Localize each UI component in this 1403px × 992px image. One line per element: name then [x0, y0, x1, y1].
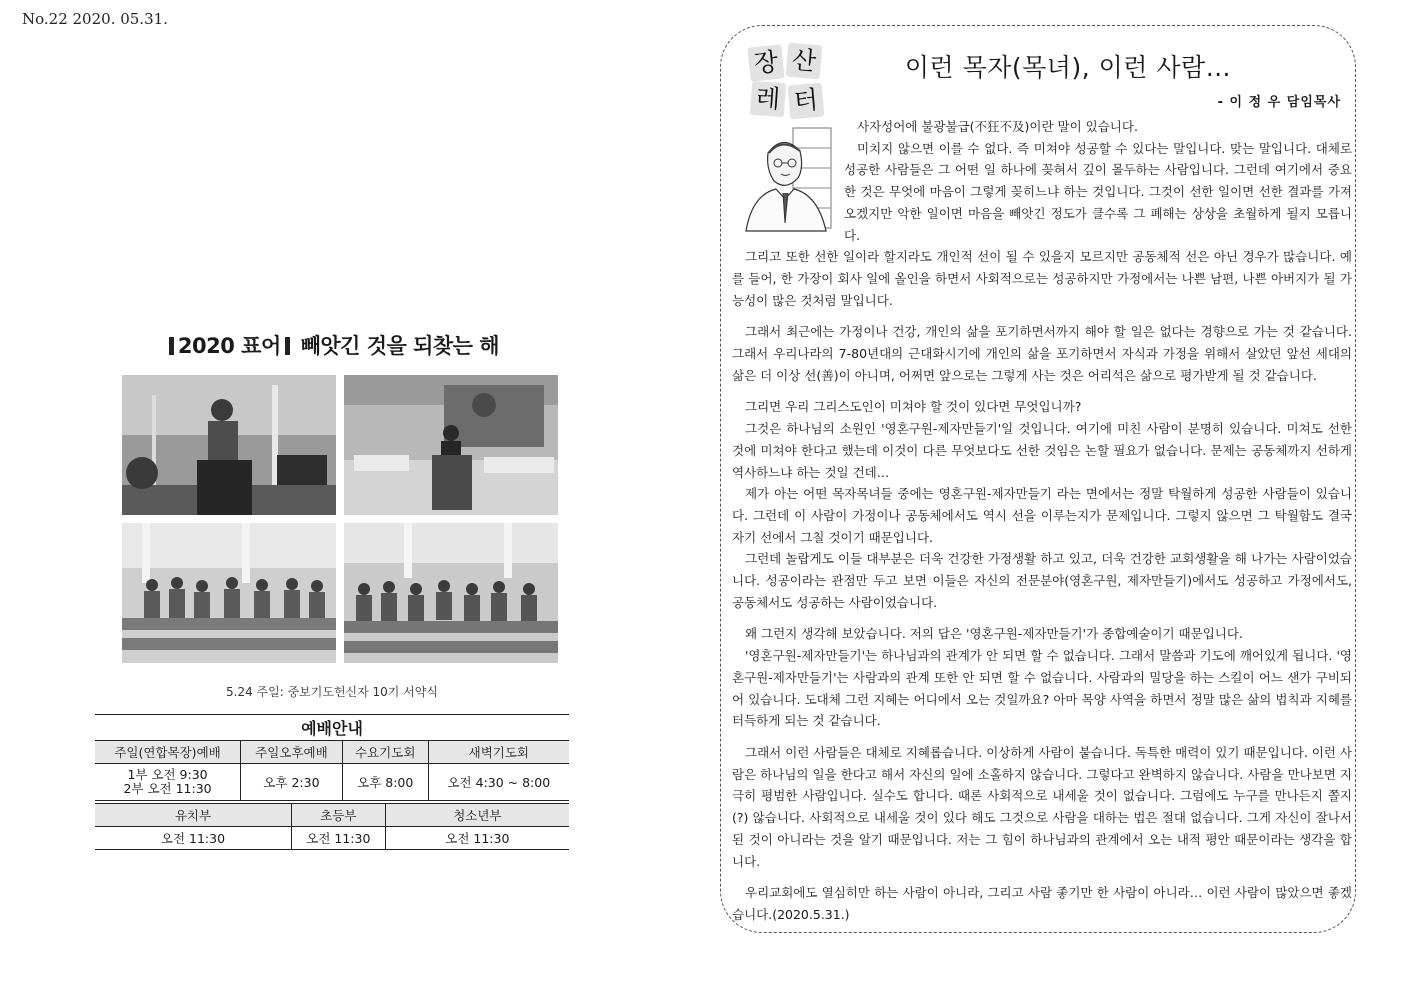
dept-head-elementary: 초등부: [291, 804, 385, 827]
pastor-portrait-sketch: [738, 123, 833, 233]
motto-bar-icon: [285, 337, 290, 355]
dept-head-kindergarten: 유치부: [95, 804, 291, 827]
photo-caption: 5.24 주일: 중보기도헌신자 10기 서약식: [226, 685, 438, 699]
dept-head-youth: 청소년부: [385, 804, 569, 827]
letter-paragraph: 그리고 또한 선한 일이라 할지라도 개인적 선이 될 수 있을지 모르지만 공동체적 선은 아닌 경우가 많습니다. 예를 들어, 한 가장이 회사 일에 올인을 하면서 사회적으로는 성공하지만 가정에서는 나쁜 남편, 나쁜 아버지가 될 가능성이 많은 것처럼 말입니다.: [732, 249, 1352, 308]
letter-paragraph: 미치지 않으면 이를 수 없다. 즉 미쳐야 성공할 수 있다는 말입니다. 맞는 말입니다. 대체로 성공한 사람들은 그 어떤 일 하나에 꽂혀서 깊이 몰두하는 사람입니다. 그런데 여기에서 중요한 것은 무엇에 마음이 그렇게 꽂히느냐 하는 것입니다. 그것이 선한 일이면 선한 결과를 가져오겠지만 악한 일이면 마음을 빼앗긴 정도가 클수록 그 폐해는 상상을 초월하게 될지 모릅니다.: [844, 140, 1352, 243]
photo-congregation-1: [122, 523, 336, 663]
issue-number: No.22 2020. 05.31.: [22, 10, 168, 28]
pastor-letter: [720, 25, 1356, 933]
letter-paragraph: 그것은 하나님의 소원인 '영혼구원-제자만들기'일 것입니다. 여기에 미친 사람이 분명히 있습니다. 미쳐도 선한 것에 미쳐야 한다고 했는데 이것이 다른 무엇보다도 선한 것임은 논할 필요가 없습니다. 문제는 공동체까지 선하게 역사하느냐 하는 것일 건데…: [732, 421, 1352, 480]
letter-body: [732, 116, 1352, 926]
service-time-afternoon: 오후 2:30: [241, 764, 343, 801]
letter-paragraph: 그리면 우리 그리스도인이 미쳐야 할 것이 있다면 무엇입니까?: [745, 399, 1082, 415]
dept-time-kindergarten: 오전 11:30: [95, 827, 291, 850]
letter-paragraph: 제가 아는 어떤 목자목녀들 중에는 영혼구원-제자만들기 라는 면에서는 정말 탁월하게 성공한 사람들이 있습니다. 그런데 이 사람이 가정이나 공동체에서도 역시 선을 이루는지가 문제입니다. 그렇지 않으면 그 탁월함도 결국 자기 선에서 그칠 것이기 때문입니다.: [732, 486, 1352, 545]
letter-paragraph: 우리교회에도 열심히만 하는 사람이 아니라, 그리고 사람 좋기만 한 사람이 아니라… 이런 사람이 많았으면 좋겠습니다.(2020.5.31.): [732, 885, 1352, 922]
motto-text: 빼앗긴 것을 되찾는 해: [300, 334, 500, 358]
sunday-first-service: 1부 오전 9:30: [127, 767, 208, 782]
photo-congregation-2: [344, 523, 558, 663]
letter-paragraph: 사자성어에 불광불급(不狂不及)이란 말이 있습니다.: [857, 119, 1138, 134]
service-time-dawn: 오전 4:30 ~ 8:00: [428, 764, 569, 801]
letter-paragraph: '영혼구원-제자만들기'는 하나님과의 관계가 안 되면 할 수 없습니다. 그래서 말씀과 기도에 깨어있게 됩니다. '영혼구원-제자만들기'는 사람과의 관계 또한 안 되면 할 수 없습니다. 사람과의 밀당을 하는 스킬이 어느 샌가 구비되어 있습니다. 도대체 그런 지혜는 어디에서 오는 것일까요? 아마 목양 사역을 하면서 정말 많은 삶의 법칙과 지혜를 터득하게 되는 것 같습니다.: [732, 648, 1352, 729]
motto-bar-icon: [169, 337, 174, 355]
letter-paragraph: 그래서 이런 사람들은 대체로 지혜롭습니다. 이상하게 사람이 붙습니다. 독특한 매력이 있기 때문입니다. 이런 사람은 하나님의 일을 한다고 해서 자신의 일에 소홀하지 않습니다. 그렇다고 완벽하지 않습니다. 사람을 만나보면 지극히 평범한 사람입니다. 실수도 합니다. 때론 사회적으로 내세울 것이 없습니다. 그럼에도 누구를 만나든지 쫄지(?) 않습니다. 사회적으로 내세울 것이 있다 해도 그것으로 사람을 대하는 법은 절대 없습니다. 그게 자신이 잘나서 된 것이 아니라는 것을 알기 때문입니다. 저는 그 힘이 하나님과의 관계에서 오는 내적 평안 때문이라는 생각을 합니다.: [732, 744, 1352, 869]
service-head-dawn: 새벽기도회: [428, 741, 569, 764]
dept-time-elementary: 오전 11:30: [291, 827, 385, 850]
badge-tile: 터: [788, 83, 825, 120]
motto-year: 2020 표어: [177, 334, 281, 358]
service-schedule-table: [95, 714, 569, 850]
sunday-second-service: 2부 오전 11:30: [123, 781, 212, 796]
dept-time-youth: 오전 11:30: [385, 827, 569, 850]
motto-heading: [95, 330, 569, 360]
photo-pulpit: [344, 375, 558, 515]
service-title: 예배안내: [95, 715, 569, 741]
service-head-wednesday: 수요기도회: [342, 741, 428, 764]
letter-title: 이런 목자(목녀), 이런 사람…: [904, 53, 1232, 82]
letter-paragraph: 그래서 최근에는 가정이나 건강, 개인의 삶을 포기하면서까지 해야 할 일은 없다는 경향으로 가는 것 같습니다. 그래서 우리나라의 7-80년대의 근대화시기에 개인의 삶을 포기하면서 자식과 가정을 위해서 살았던 앞선 세대의 삶은 더 이상 선(善)이 아니며, 어쩌면 앞으로는 그렇게 사는 것은 어리석은 삶으로 평가받게 될 것 같습니다.: [732, 324, 1352, 383]
service-time-sunday: [95, 764, 241, 801]
photo-pastor-speaking: [122, 375, 336, 515]
photo-grid: [122, 375, 558, 663]
badge-tile: 장: [747, 44, 784, 81]
left-column: [95, 330, 569, 850]
service-head-afternoon: 주일오후예배: [241, 741, 343, 764]
letter-paragraph: 왜 그런지 생각해 보았습니다. 저의 답은 '영혼구원-제자만들기'가 종합예술이기 때문입니다.: [745, 626, 1243, 642]
service-time-wednesday: 오후 8:00: [342, 764, 428, 801]
badge-tile: 레: [750, 81, 786, 117]
letter-author: - 이 정 우 담임목사: [1217, 95, 1341, 110]
badge-tile: 산: [786, 43, 823, 80]
letter-paragraph: 그런데 놀랍게도 이들 대부분은 더욱 건강한 가정생활 하고 있고, 더욱 건강한 교회생활을 해 나가는 사람이었습니다. 성공이라는 관점만 두고 보면 이들은 자신의 전문분야(영혼구원, 제자만들기)에서도 성공하고 가정에서도, 공동체서도 성공하는 사람이었습니다.: [732, 551, 1352, 610]
service-head-sunday: 주일(연합목장)예배: [95, 741, 241, 764]
